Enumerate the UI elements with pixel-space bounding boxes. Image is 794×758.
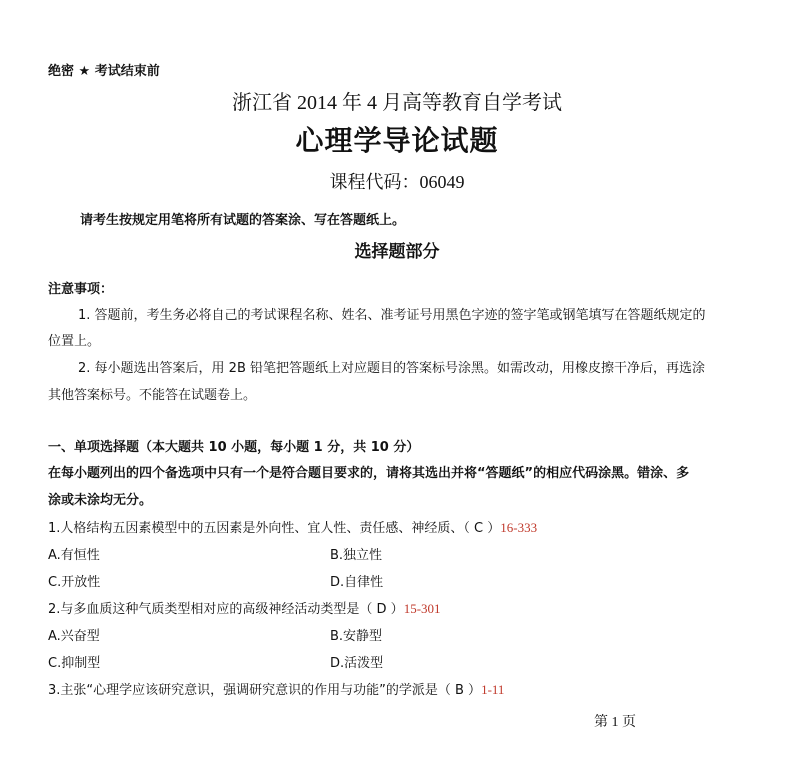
option-b: B.独立性	[330, 548, 383, 563]
part1-desc-line2: 涂或未涂均无分。	[48, 493, 153, 508]
note-item-1-line1: 1. 答题前，考生务必将自己的考试课程名称、姓名、准考证号用黑色字迹的签字笔或钢笔填写在答题纸规定的	[78, 308, 706, 323]
question-1	[48, 517, 537, 536]
note-item-2-line1: 2. 每小题选出答案后，用 2B 铅笔把答题纸上对应题目的答案标号涂黑。如需改动，用橡皮擦干净后，再选涂	[78, 361, 705, 376]
option-b: B.安静型	[330, 629, 383, 644]
option-c: C.抑制型	[48, 656, 101, 671]
part1-heading: 一、单项选择题（本大题共 10 小题，每小题 1 分，共 10 分）	[48, 440, 420, 455]
answer-ref: 16-333	[500, 520, 538, 535]
option-c: C.开放性	[48, 575, 101, 590]
option-d: D.自律性	[330, 575, 384, 590]
note-item-1-line2: 位置上。	[48, 334, 101, 349]
question-stem: 1.人格结构五因素模型中的五因素是外向性、宜人性、责任感、神经质、（ C ）	[48, 521, 501, 536]
part1-desc-line1: 在每小题列出的四个备选项中只有一个是符合题目要求的，请将其选出并将“答题纸”的相应代码涂黑。错涂、多	[48, 466, 690, 481]
question-stem: 3.主张“心理学应该研究意识，强调研究意识的作用与功能”的学派是（ B ）	[48, 683, 482, 698]
paper-title: 心理学导论试题	[295, 124, 499, 157]
notes-heading: 注意事项：	[48, 282, 114, 297]
page-number: 第 1 页	[594, 715, 636, 730]
section-title: 选择题部分	[354, 242, 440, 262]
answer-ref: 1-11	[481, 682, 505, 697]
question-3	[48, 679, 504, 698]
question-2	[48, 598, 441, 617]
note-item-2-line2: 其他答案标号。不能答在试题卷上。	[48, 388, 257, 403]
instruction: 请考生按规定用笔将所有试题的答案涂、写在答题纸上。	[80, 213, 406, 228]
option-d: D.活泼型	[330, 656, 384, 671]
answer-ref: 15-301	[403, 601, 441, 616]
secrecy-label: 绝密 ★ 考试结束前	[48, 64, 160, 79]
course-code: 课程代码：06049	[329, 172, 465, 192]
question-stem: 2.与多血质这种气质类型相对应的高级神经活动类型是（ D ）	[48, 602, 404, 617]
exam-title: 浙江省 2014 年 4 月高等教育自学考试	[232, 92, 562, 114]
option-a: A.有恒性	[48, 548, 100, 563]
option-a: A.兴奋型	[48, 629, 100, 644]
